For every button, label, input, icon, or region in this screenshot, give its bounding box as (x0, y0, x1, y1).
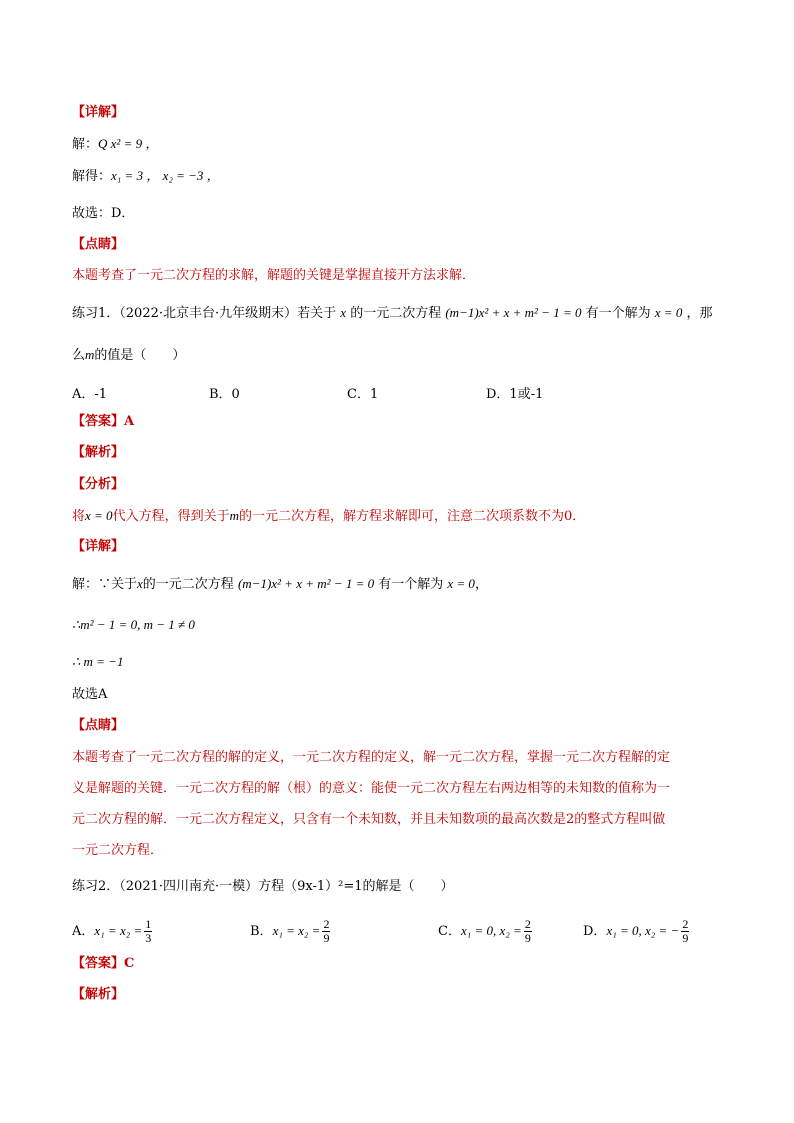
question-text: 练习1．（2022·北京丰台·九年级期末）若关于 (72, 306, 337, 321)
option-label: C． (438, 924, 461, 939)
answer-label: 【答案】C (72, 956, 135, 971)
option-label: B． (250, 924, 273, 939)
question-text: 有一个解为 (585, 306, 651, 321)
solution-choice: 故选：D． (72, 206, 135, 221)
analysis-header: 【解析】 (72, 987, 125, 1002)
answer-label: 【答案】A (72, 414, 135, 429)
option-math: x₁ = 0, x₂ = − (606, 923, 680, 938)
comment-line-1: 本题考查了一元二次方程的解的定义，一元二次方程的定义，解一元二次方程，掌握一元二次方程解的定 (72, 750, 671, 765)
detail-header: 【详解】 (72, 539, 125, 554)
math-solution: x = 0 (85, 508, 113, 523)
step-1: ∴m² − 1 = 0, m − 1 ≠ 0 (72, 617, 195, 632)
section-header-comment: 【点睛】 (72, 237, 125, 252)
math-var: x (340, 305, 347, 320)
analysis-header: 【解析】 (72, 445, 125, 460)
option-d: D．1或-1 (486, 387, 544, 402)
question-text: ，那 (686, 306, 713, 321)
option-a: A．-1 (72, 387, 108, 402)
fenxi-text-part: 的一元二次方程，解方程求解即可，注意二次项系数不为0． (238, 509, 586, 524)
solution-math: x₁ = 3 ， x₂ = −3 ， (111, 168, 220, 183)
option-math: x₁ = x₂ = (94, 923, 143, 938)
denominator: 9 (323, 931, 330, 945)
denominator: 3 (145, 931, 152, 945)
denominator: 9 (524, 931, 531, 945)
math-var: x (137, 576, 143, 591)
fraction (322, 918, 330, 945)
comment-header: 【点睛】 (72, 718, 125, 733)
fraction (524, 918, 532, 945)
fenxi-text-part: 代入方程，得到关于 (112, 509, 230, 524)
option-math: x₁ = x₂ = (272, 923, 321, 938)
section-header-detail: 【详解】 (72, 105, 125, 120)
option-a (72, 918, 154, 945)
equation: (m−1)x² + x + m² − 1 = 0 (445, 305, 582, 320)
comment-line-3: 元二次方程的解．一元二次方程定义，只含有一个未知数，并且未知数项的最高次数是2的整式方程叫做 (72, 812, 666, 827)
option-math: x₁ = 0, x₂ = (460, 923, 522, 938)
option-c (438, 918, 534, 945)
math-var: m (229, 508, 239, 523)
detail-choice: 故选A (72, 687, 108, 702)
comment-line-2: 义是解题的关键．一元二次方程的解（根）的意义：能使一元二次方程左右两边相等的未知数的值称为一 (72, 781, 671, 796)
detail-text: 有一个解为 (378, 577, 444, 592)
numerator: 2 (682, 917, 689, 931)
detail-text: ， (474, 577, 488, 592)
solution-prefix: 解得： (72, 169, 112, 184)
fraction (681, 918, 689, 945)
equation: (m−1)x² + x + m² − 1 = 0 (237, 576, 375, 591)
denominator: 9 (682, 931, 689, 945)
option-d (583, 918, 691, 945)
fenxi-text-part: 将 (72, 509, 86, 524)
math-solution: x = 0 (447, 576, 475, 591)
step-2: ∴ m = −1 (72, 654, 124, 669)
option-label: D． (583, 924, 607, 939)
solution-line-2 (72, 167, 220, 186)
fraction (144, 918, 152, 945)
detail-text: 解：∵关于 (72, 577, 138, 592)
comment-line-4: 一元二次方程． (72, 843, 164, 858)
option-label: A． (72, 924, 95, 939)
option-b (250, 918, 332, 945)
option-b: B．0 (209, 387, 240, 402)
math-var: m (85, 347, 95, 362)
exercise-1-question-line-2 (72, 346, 185, 365)
comment-text: 本题考查了一元二次方程的求解，解题的关键是掌握直接开方法求解． (72, 268, 476, 283)
numerator: 2 (524, 917, 531, 931)
math-solution: x = 0 (654, 305, 683, 320)
exercise-2-question: 练习2．（2021·四川南充·一模）方程（9x-1）²=1的解是（ ） (72, 879, 454, 894)
numerator: 2 (323, 917, 330, 931)
question-text: 么 (72, 348, 86, 363)
fenxi-header: 【分析】 (72, 477, 125, 492)
solution-math: Q x² = 9 ， (98, 136, 159, 151)
question-text: 的值是（ ） (94, 348, 186, 363)
solution-prefix: 解： (72, 137, 99, 152)
question-text: 的一元二次方程 (350, 306, 442, 321)
fenxi-text (72, 507, 585, 526)
detail-line (72, 575, 488, 594)
detail-text: 的一元二次方程 (142, 577, 234, 592)
option-c: C．1 (347, 387, 379, 402)
solution-line-1 (72, 135, 158, 154)
numerator: 1 (145, 917, 152, 931)
exercise-1-question-line-1 (72, 304, 712, 323)
